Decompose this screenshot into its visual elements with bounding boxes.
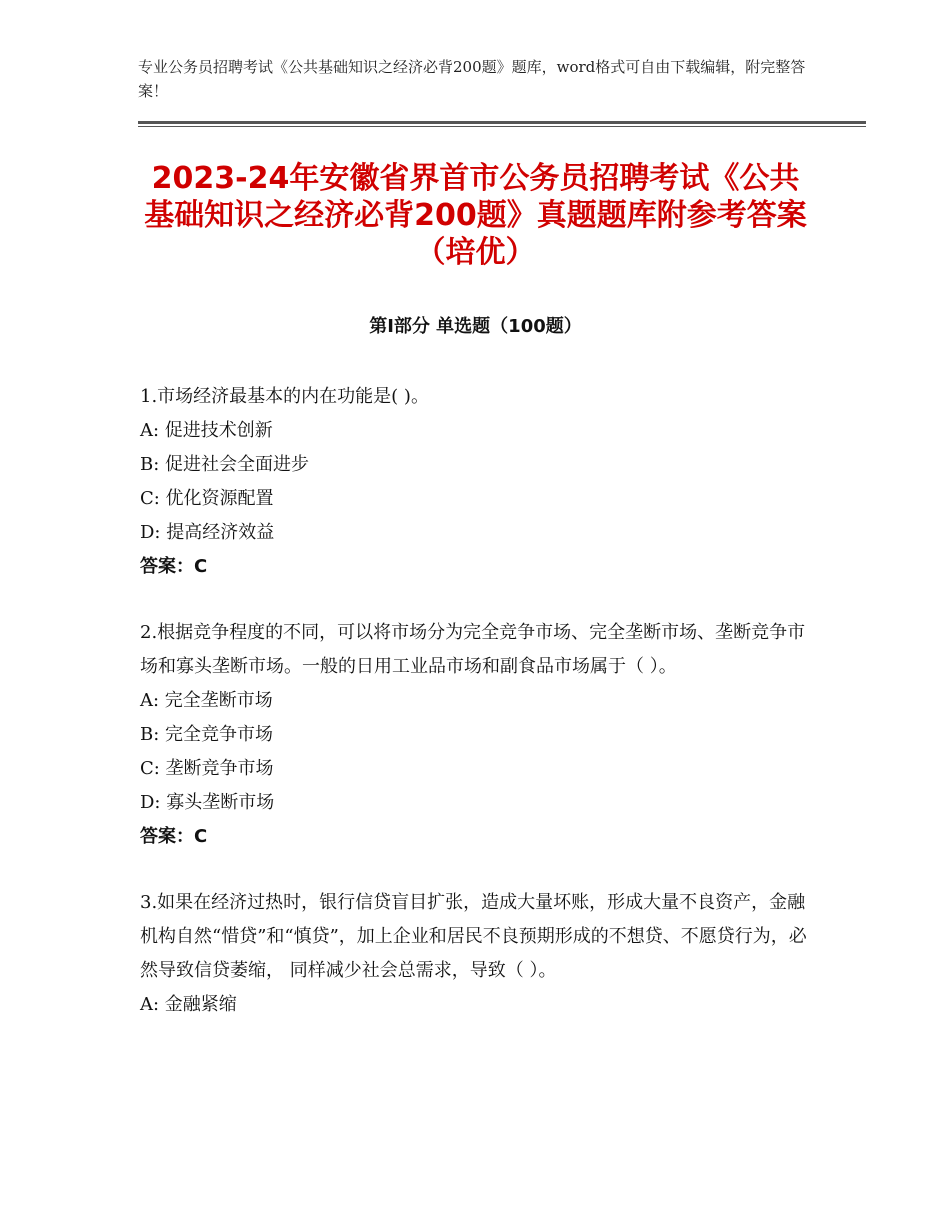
option-a: A: 促进技术创新 <box>140 420 273 441</box>
option-c: C: 垄断竞争市场 <box>140 758 274 779</box>
question-2 <box>140 616 808 854</box>
option-b: B: 促进社会全面进步 <box>140 454 310 475</box>
answer: 答案：C <box>140 556 208 577</box>
question-1 <box>140 380 808 584</box>
option-b: B: 完全竞争市场 <box>140 724 274 745</box>
section-title: 第Ⅰ部分 单选题（100题） <box>369 316 582 337</box>
question-3 <box>140 886 808 1022</box>
option-d: D: 寡头垄断市场 <box>140 792 275 813</box>
question-list <box>140 380 808 1054</box>
question-stem: 2.根据竞争程度的不同，可以将市场分为完全竞争市场、完全垄断市场、垄断竞争市场和寡头垄断市场。一般的日用工业品市场和副食品市场属于（ ）。 <box>140 622 806 677</box>
header-rule-thin <box>138 126 866 127</box>
option-a: A: 完全垄断市场 <box>140 690 273 711</box>
header-rule-thick <box>138 121 866 124</box>
document-title: 2023-24年安徽省界首市公务员招聘考试《公共基础知识之经济必背200题》真题题库附参考答案（培优） <box>144 161 807 270</box>
header-note: 专业公务员招聘考试《公共基础知识之经济必背200题》题库，word格式可自由下载编辑，附完整答案！ <box>138 58 806 100</box>
option-c: C: 优化资源配置 <box>140 488 274 509</box>
option-d: D: 提高经济效益 <box>140 522 275 543</box>
answer: 答案：C <box>140 826 208 847</box>
option-a: A: 金融紧缩 <box>140 994 237 1015</box>
question-stem: 1.市场经济最基本的内在功能是( )。 <box>140 386 429 407</box>
question-stem: 3.如果在经济过热时，银行信贷盲目扩张，造成大量坏账，形成大量不良资产，金融机构自然“惜贷”和“慎贷”，加上企业和居民不良预期形成的不想贷、不愿贷行为，必然导致信贷萎缩， 同样减少社会总需求，导致（ ）。 <box>140 892 807 981</box>
